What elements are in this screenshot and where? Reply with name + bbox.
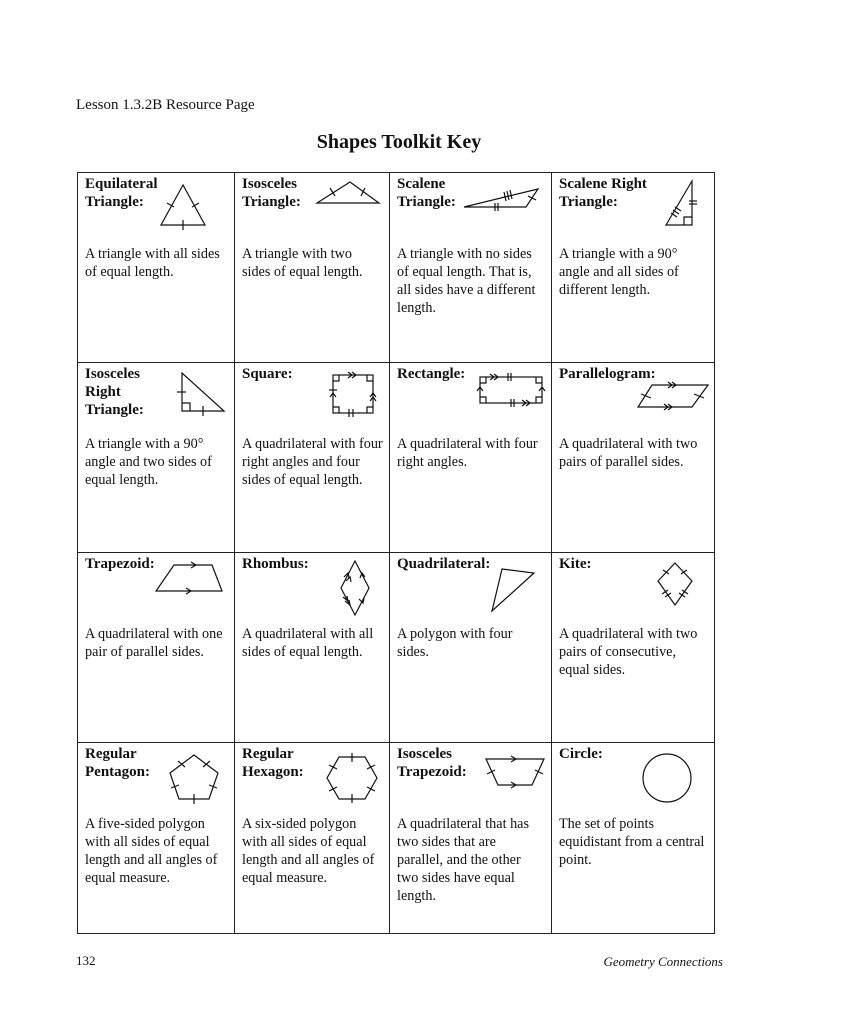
cell-scalene-right-triangle (552, 173, 714, 363)
rectangle-icon (478, 373, 544, 407)
shape-name: Rhombus: (242, 556, 309, 572)
shape-name: Rectangle: (397, 366, 466, 382)
square-icon (329, 371, 379, 417)
cell-isosceles-trapezoid (390, 743, 552, 933)
shape-description: A triangle with a 90° angle and all sides of different length. (559, 246, 679, 298)
shape-description: A quadrilateral with four right angles. (397, 436, 538, 470)
shape-description: A triangle with two sides of equal length. (242, 246, 363, 280)
shape-name: Isosceles Right Triangle: (85, 366, 144, 418)
shape-description: A quadrilateral with all sides of equal length. (242, 626, 374, 660)
cell-kite (552, 553, 714, 743)
shape-description: A quadrilateral that has two sides that are parallel, and the other two sides have equal length. (397, 816, 529, 904)
shape-description: A triangle with no sides of equal length. That is, all sides have a different length. (397, 246, 536, 316)
quadrilateral-icon (490, 567, 538, 615)
cell-scalene-triangle (390, 173, 552, 363)
rhombus-icon (339, 559, 371, 617)
shape-description: A quadrilateral with four right angles and four sides of equal length. (242, 436, 383, 488)
shape-name: Scalene Right Triangle: (559, 176, 647, 210)
shape-description: A triangle with a 90° angle and two sides of equal length. (85, 436, 212, 488)
circle-icon (640, 751, 694, 805)
shape-description: A quadrilateral with one pair of parallel sides. (85, 626, 223, 660)
page-title: Shapes Toolkit Key (316, 131, 482, 153)
cell-rectangle (390, 363, 552, 553)
shape-name: Isosceles Trapezoid: (397, 746, 467, 780)
shape-description: A polygon with four sides. (397, 626, 513, 660)
cell-regular-hexagon (235, 743, 390, 933)
scalene-triangle-icon (462, 185, 542, 211)
cell-quadrilateral (390, 553, 552, 743)
page-number: 132 (76, 953, 96, 968)
cell-parallelogram (552, 363, 714, 553)
isosceles-trapezoid-icon (484, 755, 546, 789)
shape-name: Scalene Triangle: (397, 176, 456, 210)
pentagon-icon (168, 753, 220, 803)
cell-square (235, 363, 390, 553)
cell-rhombus (235, 553, 390, 743)
shape-description: A quadrilateral with two pairs of consecutive, equal sides. (559, 626, 698, 678)
kite-icon (656, 561, 696, 609)
shape-description: A six-sided polygon with all sides of equal length and all angles of equal measure. (242, 816, 375, 886)
trapezoid-icon (154, 561, 226, 595)
isosceles-triangle-icon (315, 179, 381, 207)
lesson-label: Lesson 1.3.2B Resource Page (76, 97, 255, 113)
equilateral-triangle-icon (158, 183, 208, 229)
cell-regular-pentagon (78, 743, 235, 933)
cell-equilateral-triangle (78, 173, 235, 363)
scalene-right-triangle-icon (664, 179, 698, 229)
shape-description: A triangle with all sides of equal length. (85, 246, 220, 280)
shape-name: Parallelogram: (559, 366, 656, 382)
shape-name: Regular Pentagon: (85, 746, 150, 780)
shape-name: Square: (242, 366, 293, 382)
shape-name: Equilateral Triangle: (85, 176, 158, 210)
hexagon-icon (325, 753, 379, 803)
shape-description: A quadrilateral with two pairs of parallel sides. (559, 436, 698, 470)
cell-isosceles-right-triangle (78, 363, 235, 553)
cell-isosceles-triangle (235, 173, 390, 363)
shape-description: The set of points equidistant from a central point. (559, 816, 705, 868)
book-title: Geometry Connections (603, 954, 723, 969)
isosceles-right-triangle-icon (178, 371, 228, 415)
cell-circle (552, 743, 714, 933)
shape-name: Isosceles Triangle: (242, 176, 301, 210)
shape-name: Circle: (559, 746, 603, 762)
shape-name: Kite: (559, 556, 592, 572)
shape-name: Trapezoid: (85, 556, 155, 572)
shape-description: A five-sided polygon with all sides of equal length and all angles of equal measure. (85, 816, 218, 886)
parallelogram-icon (636, 381, 710, 411)
shape-name: Regular Hexagon: (242, 746, 304, 780)
cell-trapezoid (78, 553, 235, 743)
shapes-table (77, 172, 715, 934)
shape-name: Quadrilateral: (397, 556, 491, 572)
